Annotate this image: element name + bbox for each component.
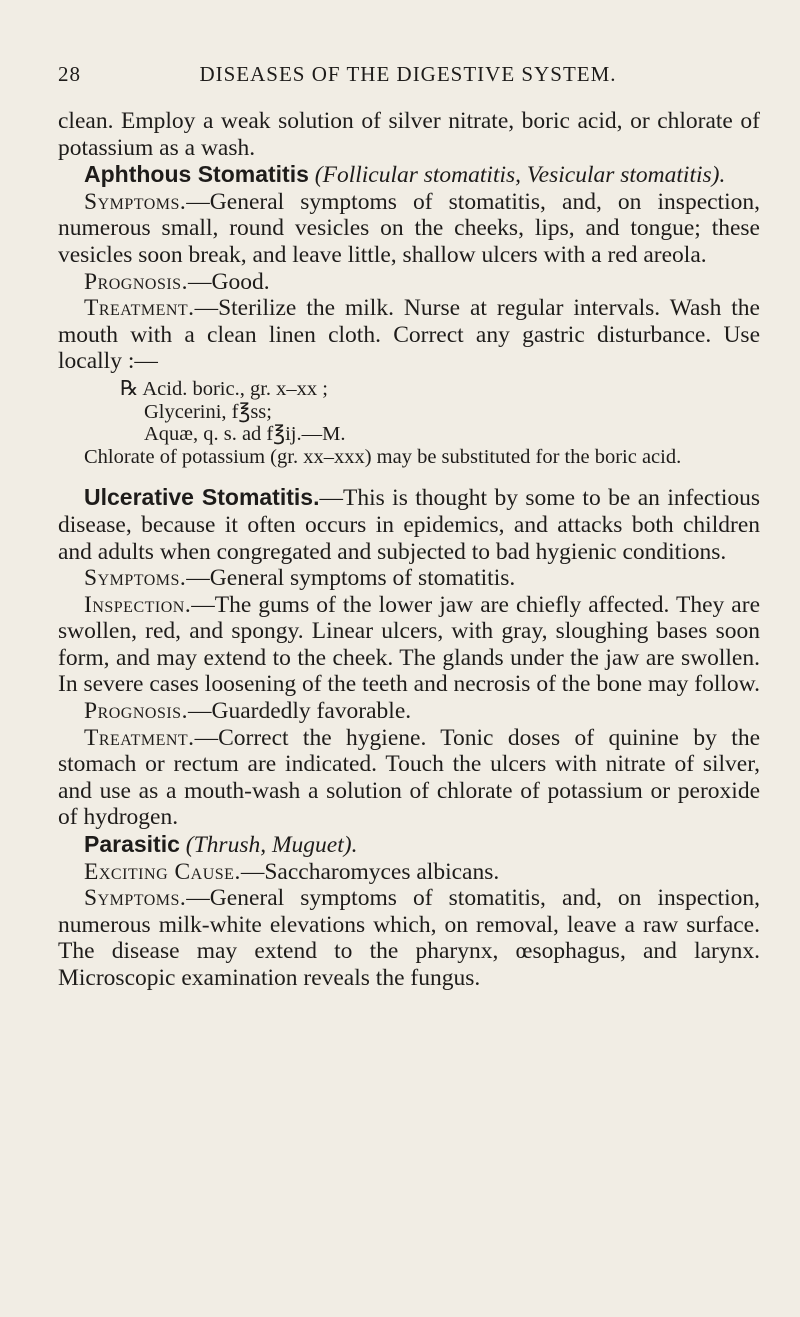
symptoms-label: Symptoms.	[84, 885, 187, 912]
parasitic-heading-paragraph	[58, 831, 760, 859]
treatment-label: Treatment.	[84, 295, 195, 322]
ulcerative-symptoms: Symptoms.—General symptoms of stomatitis.	[84, 565, 516, 592]
prescription-line: ℞ Acid. boric., gr. x–xx ;	[120, 377, 328, 400]
running-title: DISEASES OF THE DIGESTIVE SYSTEM.	[199, 62, 617, 86]
inspection-label: Inspection.	[84, 591, 192, 618]
prescription-note: Chlorate of potassium (gr. xx–xxx) may be substituted for the boric acid.	[84, 445, 682, 468]
section-heading-parasitic: Parasitic	[84, 831, 180, 858]
symptoms-label: Symptoms.	[84, 565, 187, 592]
ulcerative-inspection: Inspection.—The gums of the lower jaw are chiefly affected. They are swollen, red, and spongy. Linear ulcers, with gray, sloughing bases soon form, and may extend to the cheek. The glands under the jaw are swollen. In severe cases loosening of the teeth and necrosis of the bone may follow.	[58, 591, 760, 698]
aphthous-treatment: Treatment.—Sterilize the milk. Nurse at regular intervals. Wash the mouth with a clean linen cloth. Correct any gastric disturbance. Use locally :—	[58, 295, 760, 375]
parasitic-symptoms: Symptoms.—General symptoms of stomatitis, and, on inspection, numerous milk-white elevations which, on removal, leave a raw surface. The disease may extend to the pharynx, œsophagus, and larynx. Microscopic examination reveals the fungus.	[58, 885, 760, 991]
aphthous-heading-paragraph	[58, 161, 760, 189]
parasitic-cause: Exciting Cause.—Saccharomyces albicans.	[84, 858, 500, 885]
ulcerative-heading-paragraph: Ulcerative Stomatitis.—This is thought by some to be an infectious disease, because it often occurs in epidemics, and attacks both children and adults when congregated and subjected to bad hygienic conditions.	[58, 484, 760, 565]
symptoms-label: Symptoms.	[84, 188, 187, 215]
paragraph-continuation: clean. Employ a weak solution of silver nitrate, boric acid, or chlorate of potassium as a wash.	[58, 108, 760, 161]
page-number: 28	[58, 62, 81, 86]
section-heading-ulcerative: Ulcerative Stomatitis.	[84, 484, 320, 511]
ulcerative-prognosis: Prognosis.—Guardedly favorable.	[84, 698, 412, 725]
body-text	[58, 108, 760, 992]
prescription-line: Aquæ, q. s. ad f℥ij.—M.	[144, 423, 346, 446]
parasitic-synonyms: (Thrush, Muguet).	[185, 832, 358, 859]
prescription	[58, 378, 760, 468]
prognosis-label: Prognosis.	[84, 698, 188, 725]
prognosis-label: Prognosis.	[84, 268, 188, 295]
prescription-line: Glycerini, f℥ss;	[144, 400, 272, 423]
treatment-label: Treatment.	[84, 724, 195, 751]
section-heading-aphthous: Aphthous Stomatitis	[84, 161, 309, 188]
aphthous-synonyms: (Follicular stomatitis, Vesicular stomatitis).	[314, 162, 726, 189]
aphthous-prognosis: Prognosis.—Good.	[84, 268, 270, 295]
aphthous-symptoms: Symptoms.—General symptoms of stomatitis, and, on inspection, numerous small, round vesicles on the cheeks, lips, and tongue; these vesicles soon break, and leave little, shallow ulcers with a red areola.	[58, 188, 760, 268]
running-head	[58, 62, 758, 92]
exciting-cause-label: Exciting Cause.	[84, 858, 241, 885]
ulcerative-treatment: Treatment.—Correct the hygiene. Tonic doses of quinine by the stomach or rectum are indicated. Touch the ulcers with nitrate of silver, and use as a mouth-wash a solution of chlorate of potassium or peroxide of hydrogen.	[58, 724, 760, 831]
